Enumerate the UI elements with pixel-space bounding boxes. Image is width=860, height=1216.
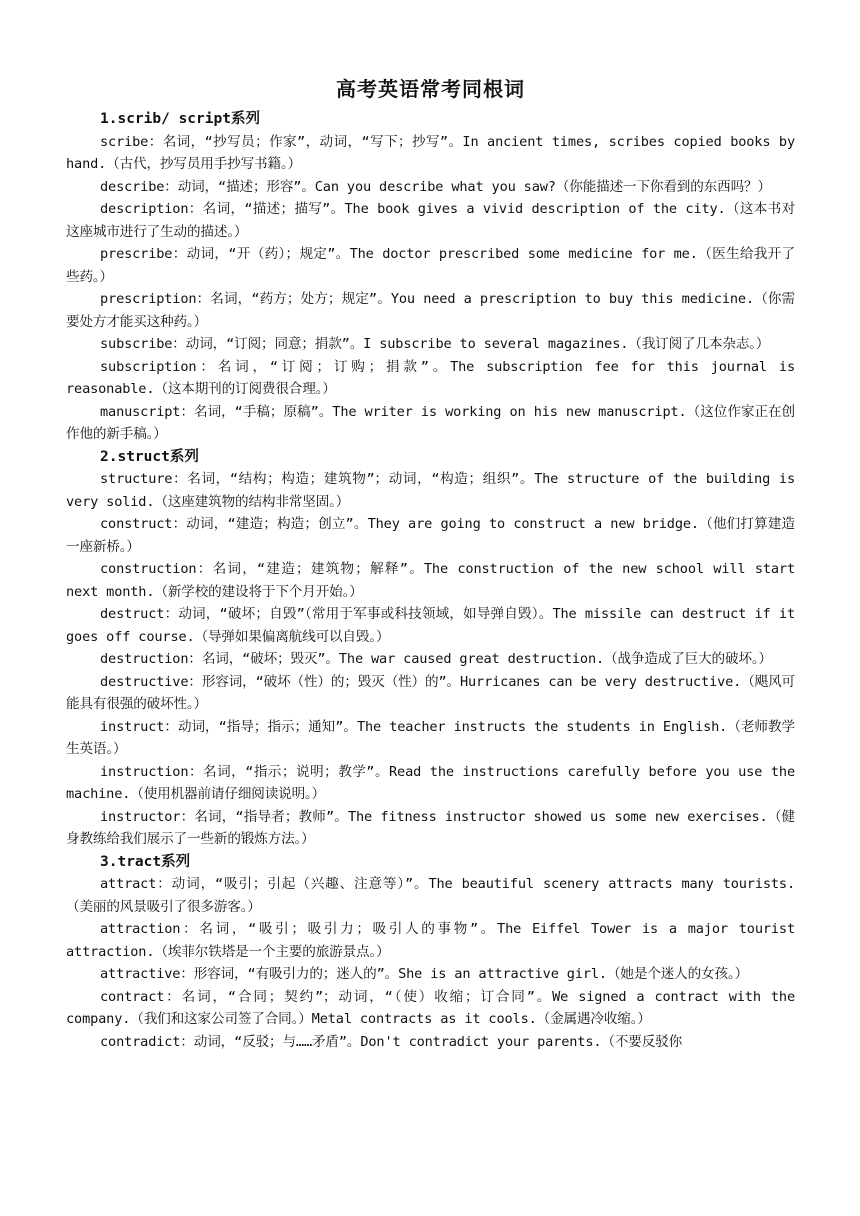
section-heading: 1.scrib/ script系列: [100, 111, 260, 127]
entry-subscription: subscription：名词，“订阅；订购；捐款”。The subscription fee for this journal is reasonable.（这本期刊的订阅费很合理。）: [66, 358, 795, 397]
section-heading: 3.tract系列: [100, 853, 191, 870]
entry-destruct: destruct：动词，“破坏；自毁”（常用于军事或科技领域，如导弹自毁）。The missile can destruct if it goes off course.（导弹如果偏离航线可以自毁。）: [66, 606, 795, 645]
entry-destruction: destruction：名词，“破坏；毁灭”。The war caused great destruction.（战争造成了巨大的破坏。）: [100, 651, 772, 667]
document-title: 高考英语常考同根词: [336, 77, 525, 101]
entry-contradict: contradict：动词，“反驳；与……矛盾”。Don't contradict your parents.（不要反驳你: [100, 1033, 683, 1050]
entry-attraction: attraction：名词，“吸引；吸引力；吸引人的事物”。The Eiffel Tower is a major tourist attraction.（埃菲尔铁塔是一个主要的旅游景点。）: [66, 921, 795, 960]
entry-scribe: scribe：名词，“抄写员；作家”，动词，“写下；抄写”。In ancient times, scribes copied books by hand.（古代，抄写员用手抄写书籍。）: [66, 133, 795, 172]
entry-subscribe: subscribe：动词，“订阅；同意；捐款”。I subscribe to several magazines.（我订阅了几本杂志。）: [100, 336, 770, 352]
entry-describe: describe：动词，“描述；形容”。Can you describe what you saw?（你能描述一下你看到的东西吗？）: [100, 178, 771, 195]
entry-instruction: instruction：名词，“指示；说明；教学”。Read the instructions carefully before you use the machine.（使用机器前请仔细阅读说明。）: [66, 763, 795, 802]
entry-contract: contract：名词，“合同；契约”；动词，“（使）收缩；订合同”。We signed a contract with the company.（我们和这家公司签了合同。）Metal contracts as it cools.（金属遇冷收缩。）: [66, 988, 795, 1027]
entry-prescription: prescription：名词，“药方；处方；规定”。You need a prescription to buy this medicine.（你需要处方才能买这种药。）: [66, 291, 795, 330]
section-scrib-script: [66, 108, 795, 446]
entry-attractive: attractive：形容词，“有吸引力的；迷人的”。She is an attractive girl.（她是个迷人的女孩。）: [100, 966, 749, 982]
entry-description: description：名词，“描述；描写”。The book gives a vivid description of the city.（这本书对这座城市进行了生动的描述。）: [66, 201, 795, 240]
entry-manuscript: manuscript：名词，“手稿；原稿”。The writer is working on his new manuscript.（这位作家正在创作他的新手稿。）: [66, 403, 795, 442]
entry-instructor: instructor：名词，“指导者；教师”。The fitness instructor showed us some new exercises.（健身教练给我们展示了一些新的锻炼方法。）: [66, 808, 795, 847]
entry-prescribe: prescribe：动词，“开（药）；规定”。The doctor prescribed some medicine for me.（医生给我开了些药。）: [66, 246, 795, 285]
document-page: [66, 72, 795, 1053]
section-struct: [66, 446, 795, 851]
entry-destructive: destructive：形容词，“破坏（性）的；毁灭（性）的”。Hurricanes can be very destructive.（飓风可能具有很强的破坏性。）: [66, 673, 795, 712]
section-heading: 2.struct系列: [100, 448, 199, 465]
entry-construction: construction：名词，“建造；建筑物；解释”。The construction of the new school will start next month.（新学校的建设将于下个月开始。）: [66, 561, 795, 600]
entry-construct: construct：动词，“建造；构造；创立”。They are going to construct a new bridge.（他们打算建造一座新桥。）: [66, 516, 795, 555]
entry-instruct: instruct：动词，“指导；指示；通知”。The teacher instructs the students in English.（老师教学生英语。）: [66, 718, 795, 757]
section-tract: [66, 851, 795, 1054]
entry-structure: structure：名词，“结构；构造；建筑物”；动词，“构造；组织”。The structure of the building is very solid.（这座建筑物的结构非常坚固。）: [66, 471, 795, 510]
entry-attract: attract：动词，“吸引；引起（兴趣、注意等）”。The beautiful scenery attracts many tourists.（美丽的风景吸引了很多游客。）: [66, 876, 795, 915]
